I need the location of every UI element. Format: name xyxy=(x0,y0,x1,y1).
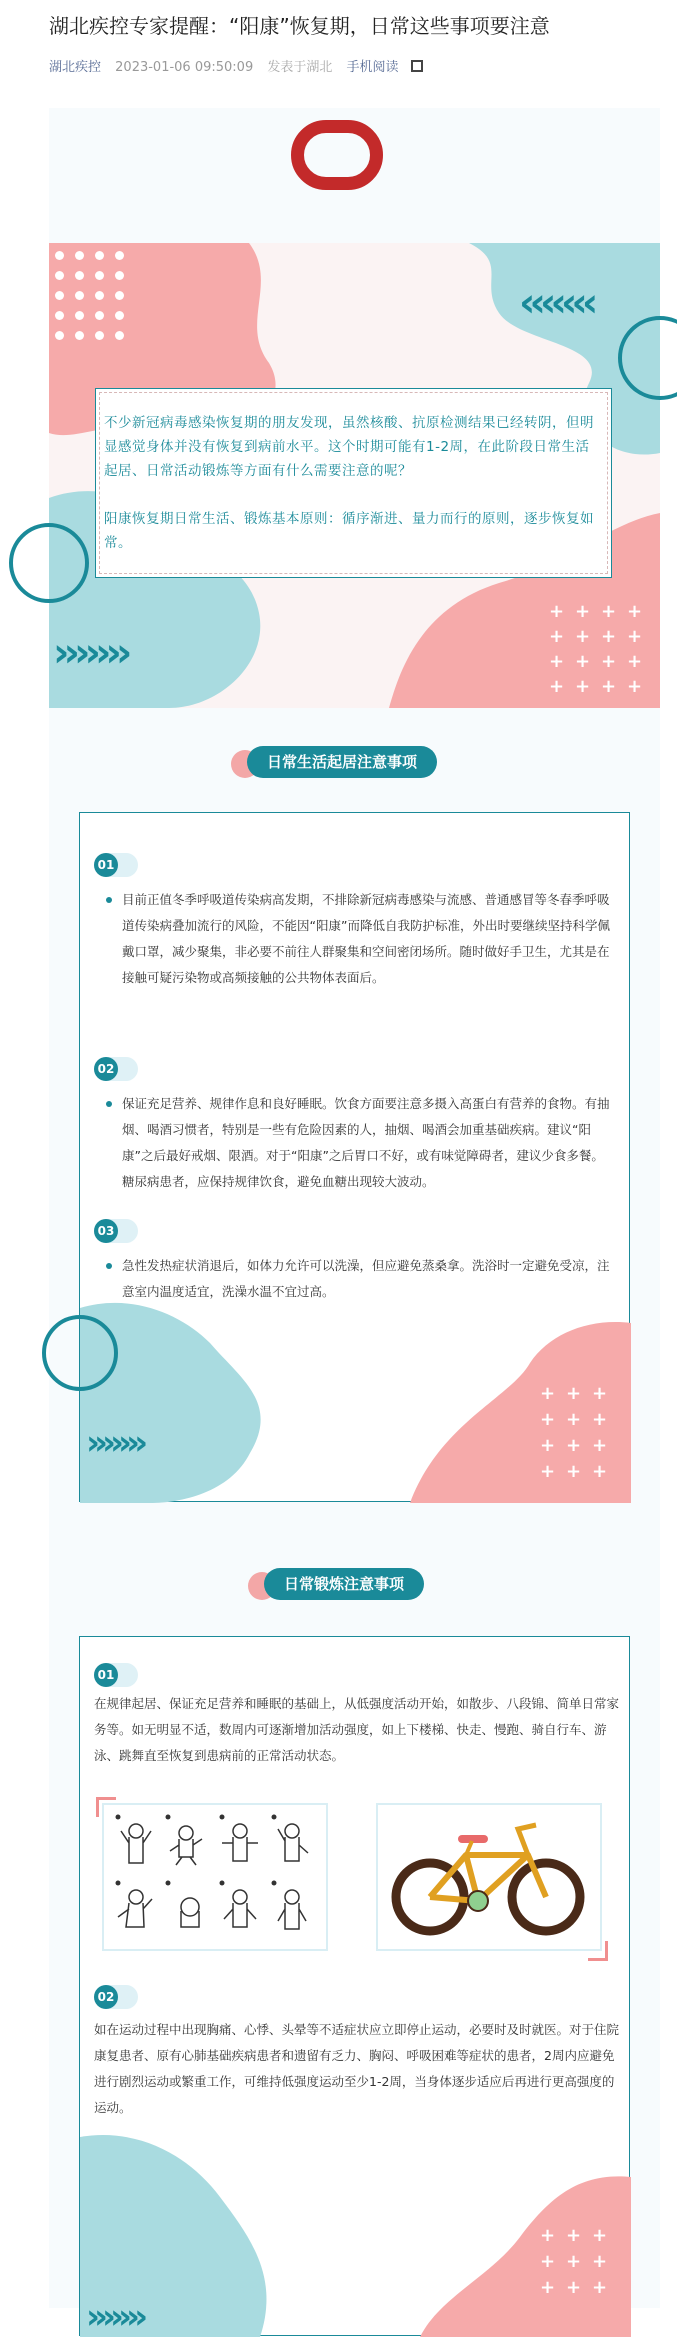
item-number-badge: 01 xyxy=(94,1663,138,1687)
bicycle-illustration xyxy=(376,1803,602,1951)
publish-time: 2023-01-06 09:50:09 xyxy=(115,60,254,75)
article-body xyxy=(49,108,660,2337)
author-link[interactable]: 湖北疾控 xyxy=(49,60,102,75)
qr-code-icon[interactable] xyxy=(411,60,423,72)
daily-life-item: 目前正值冬季呼吸道传染病高发期，不排除新冠病毒感染与流感、普通感冒等冬春季呼吸道传染病叠加流行的风险，不能因“阳康”而降低自我防护标准，外出时要继续坚持科学佩戴口罩，减少聚集，非必要不前往人群聚集和空间密闭场所。随时做好手卫生，尤其是在接触可疑污染物或高频接触的公共物体表面后。 xyxy=(104,887,614,991)
mobile-read-label: 手机阅读 xyxy=(346,60,399,75)
intro-paragraph: 不少新冠病毒感染恢复期的朋友发现，虽然核酸、抗原检测结果已经转阴，但明显感觉身体并没有恢复到病前水平。这个时期可能有1-2周，在此阶段日常生活起居、日常活动锻炼等方面有什么需要注意的呢？ xyxy=(104,415,594,479)
daily-life-card: ››››››› + + + + + + + + + + + + 01 目前正值冬季呼吸道传染病高发期，不排除新冠病毒感染与流感、普通感冒等冬春季呼吸道传染病叠加流行的风险，不能因“阳康”而降低自我防护标准，外出时要继续坚持科学佩戴口罩，减少聚集，非必要不前往人群聚集和空间密闭场所。随时做好手卫生，尤其是在接触可疑污染物或高频接触的公共物体表面后。 02 保证充足营养、规律作息和良好睡眠。饮食方面要注意多摄入高蛋白有营养的食物。有抽烟、喝酒习惯者，特别是一些有危险因素的人，抽烟、喝酒会加重基础疾病。建议“阳康”之后最好戒烟、限酒。对于“阳康”之后胃口不好，或有味觉障碍者，建议少食多餐。糖尿病患者，应保持规律饮食，避免血糖出现较大波动。 03 急性发热症状消退后，如体力允许可以洗澡，但应避免蒸桑拿。洗浴时一定避免受凉，注意室内温度适宜，洗澡水温不宜过高。 xyxy=(79,812,630,1502)
article-meta xyxy=(49,56,443,75)
intro-textbox xyxy=(95,388,612,578)
daily-life-item: 急性发热症状消退后，如体力允许可以洗澡，但应避免蒸桑拿。洗浴时一定避免受凉，注意室内温度适宜，洗澡水温不宜过高。 xyxy=(104,1253,614,1305)
section-title: 日常锻炼注意事项 xyxy=(264,1568,424,1600)
publish-location: 发表于湖北 xyxy=(267,60,333,75)
chevron-right-icon: ‹‹‹‹‹‹‹ xyxy=(519,280,593,326)
section-title: 日常生活起居注意事项 xyxy=(247,746,437,778)
exercise-card: ››››››› + + + + + + + + + 01 在规律起居、保证充足营养和睡眠的基础上，从低强度活动开始，如散步、八段锦、简单日常家务等。如无明显不适，数周内可逐渐增加活动强度，如上下楼梯、快走、慢跑、骑自行车、游泳、跳舞直至恢复到患病前的正常活动状态。 02 如在运动过程中出现胸痛、心悸、头晕等不适症状应立即停止运动，必要时及时就医。对于住院康复患者、原有心肺基础疾病患者和遗留有乏力、胸闷、呼吸困难等症状的患者，2周内应避免进行剧烈运动或繁重工作，可维持低强度运动至少1-2周，当身体逐步适应后再进行更高强度的运动。 xyxy=(79,1636,630,2336)
item-number-badge: 03 xyxy=(94,1219,138,1243)
daily-life-item: 保证充足营养、规律作息和良好睡眠。饮食方面要注意多摄入高蛋白有营养的食物。有抽烟、喝酒习惯者，特别是一些有危险因素的人，抽烟、喝酒会加重基础疾病。建议“阳康”之后最好戒烟、限酒。对于“阳康”之后胃口不好，或有味觉障碍者，建议少食多餐。糖尿病患者，应保持规律饮食，避免血糖出现较大波动。 xyxy=(104,1091,614,1195)
chevron-right-icon: ››››››› xyxy=(86,1423,143,1463)
chevron-right-icon: ››››››› xyxy=(86,2297,143,2337)
header-ring-graphic xyxy=(291,120,383,190)
exercise-item: 如在运动过程中出现胸痛、心悸、头晕等不适症状应立即停止运动，必要时及时就医。对于住院康复患者、原有心肺基础疾病患者和遗留有乏力、胸闷、呼吸困难等症状的患者，2周内应避免进行剧烈运动或繁重工作，可维持低强度运动至少1-2周，当身体逐步适应后再进行更高强度的运动。 xyxy=(94,2022,620,2115)
intro-principle: 阳康恢复期日常生活、锻炼基本原则：循序渐进、量力而行的原则，逐步恢复如常。 xyxy=(104,511,594,551)
item-number-badge: 01 xyxy=(94,853,138,877)
mobile-read-link[interactable] xyxy=(347,60,433,75)
item-number-badge: 02 xyxy=(94,1057,138,1081)
item-number-badge: 02 xyxy=(94,1985,138,2009)
article-title: 湖北疾控专家提醒：“阳康”恢复期，日常这些事项要注意 xyxy=(49,14,550,38)
chevron-right-icon: ››››››› xyxy=(53,630,127,676)
exercise-item: 在规律起居、保证充足营养和睡眠的基础上，从低强度活动开始，如散步、八段锦、简单日常家务等。如无明显不适，数周内可逐渐增加活动强度，如上下楼梯、快走、慢跑、骑自行车、游泳、跳舞直至恢复到患病前的正常活动状态。 xyxy=(94,1696,620,1763)
intro-banner: ‹‹‹‹‹‹‹ ››››››› + + + + + + + + + + + + + + + + xyxy=(49,243,660,708)
bear-exercise-illustration xyxy=(102,1803,328,1951)
